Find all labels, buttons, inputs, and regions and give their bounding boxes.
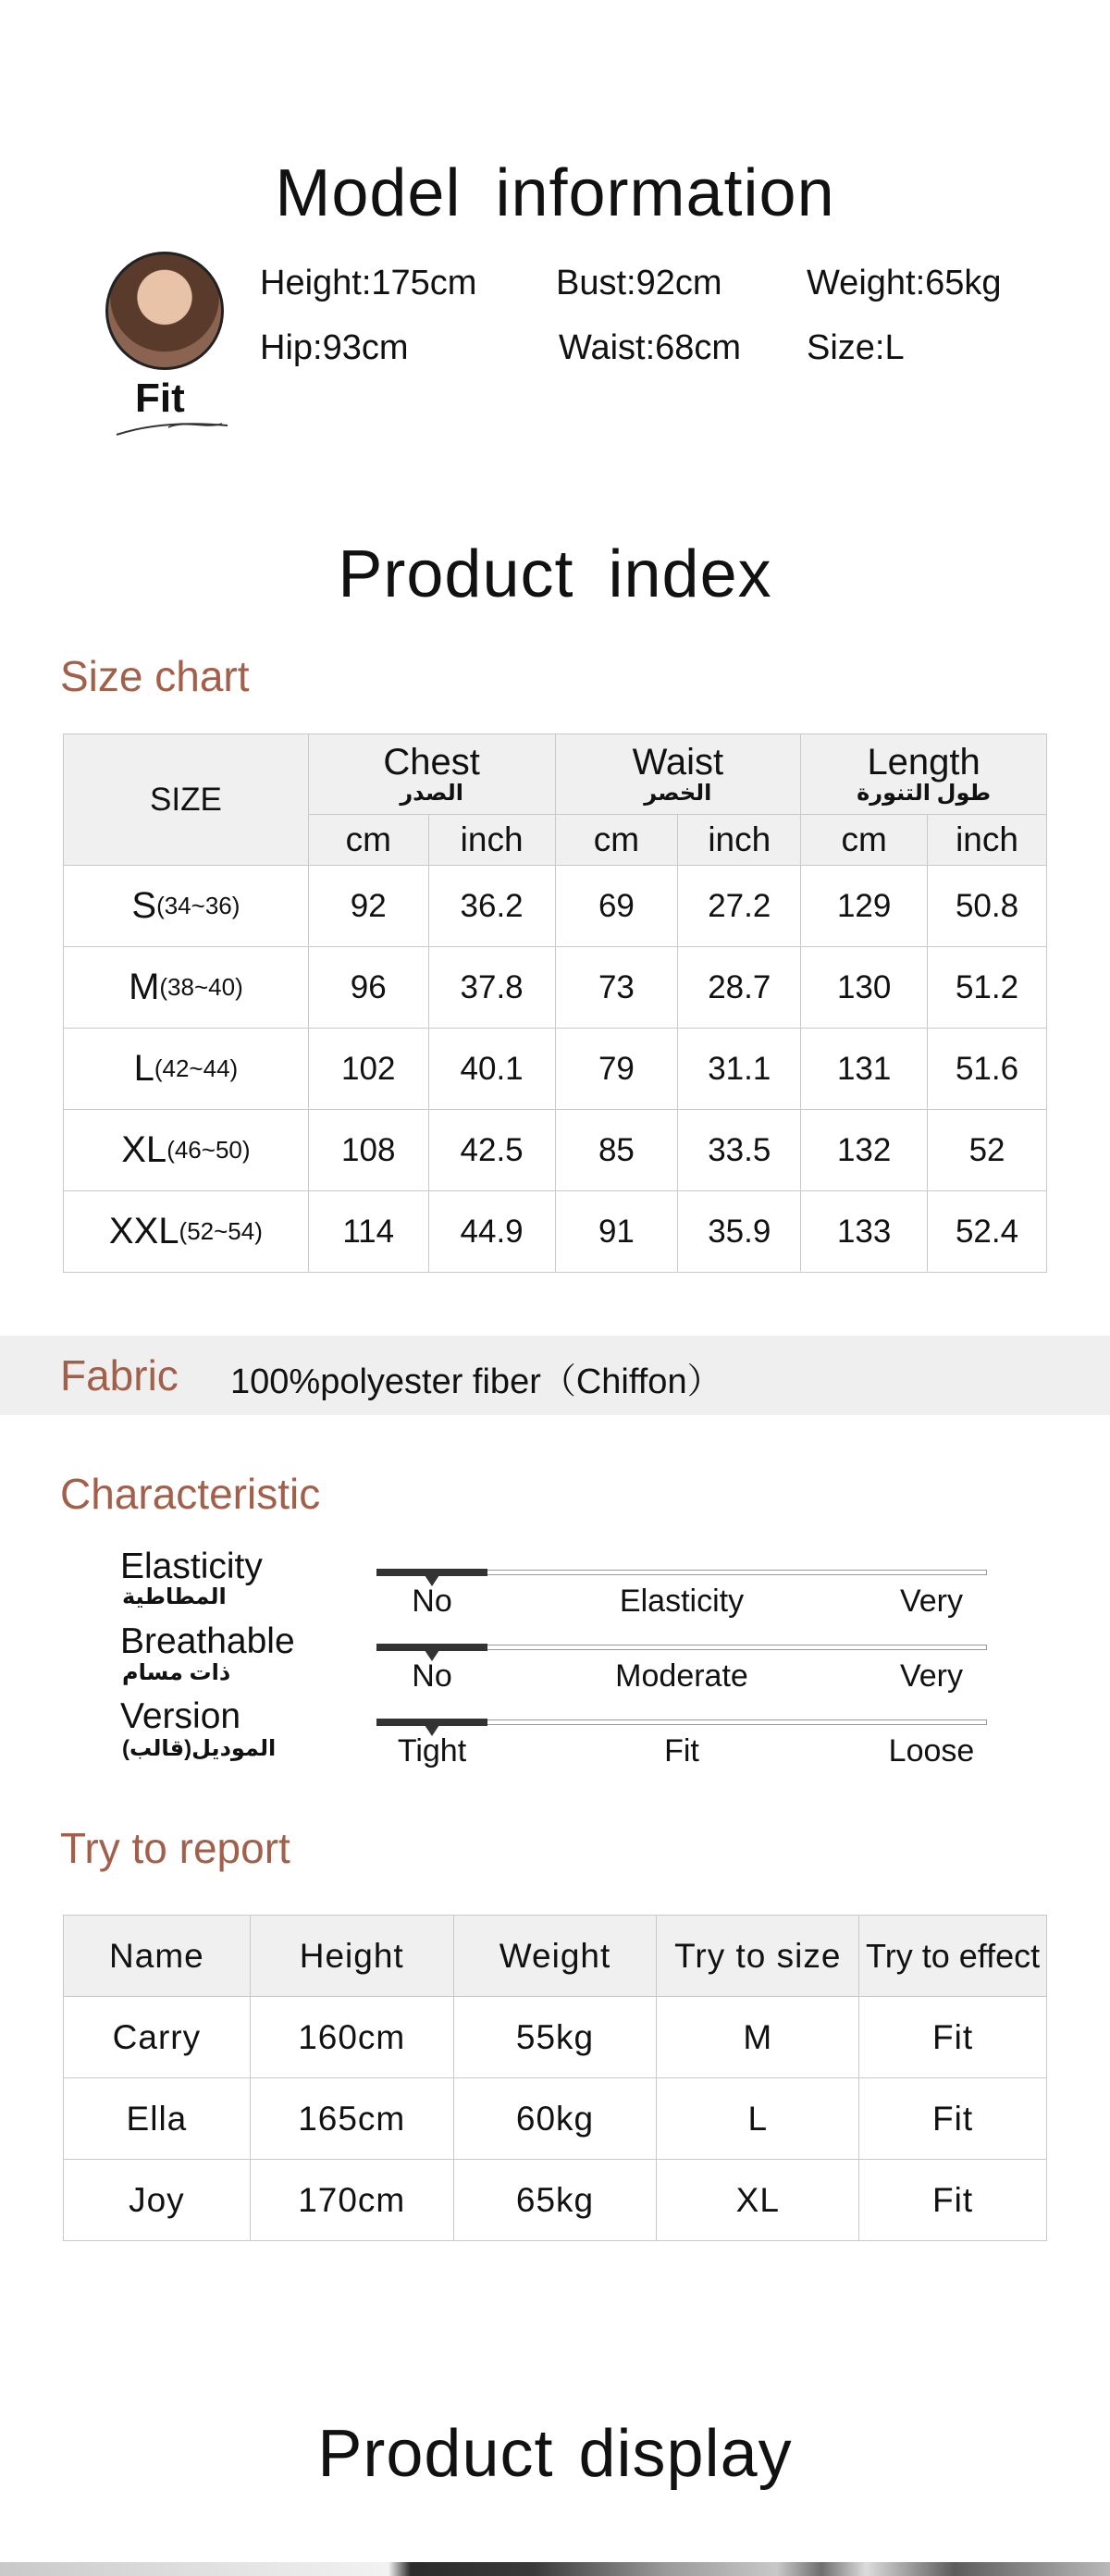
chest-cm-cell: 114 — [308, 1191, 428, 1273]
size-range: (46~50) — [166, 1136, 251, 1164]
elasticity-high-label: Very — [899, 1584, 964, 1619]
waist-inch-cell: 27.2 — [678, 866, 801, 947]
table-row — [64, 1029, 1047, 1110]
height-header: Height — [250, 1916, 453, 1997]
length-cm-cell: 133 — [801, 1191, 928, 1273]
waist-inch-header: inch — [678, 815, 801, 866]
elasticity-mid-label: Elasticity — [619, 1584, 745, 1619]
try-size-cell: XL — [657, 2160, 859, 2241]
version-low-label: Tight — [397, 1733, 467, 1769]
length-inch-header: inch — [928, 815, 1047, 866]
height-cell: 160cm — [250, 1997, 453, 2078]
model-bust: Bust:92cm — [556, 264, 722, 302]
waist-cm-cell: 91 — [555, 1191, 678, 1273]
breathable-high-label: Very — [899, 1658, 964, 1694]
waist-header — [555, 734, 801, 815]
size-header: SIZE — [64, 734, 309, 866]
name-header: Name — [64, 1916, 251, 1997]
waist-cm-header: cm — [555, 815, 678, 866]
chest-cm-cell: 102 — [308, 1029, 428, 1110]
size-cell — [64, 1029, 309, 1110]
length-cm-cell: 130 — [801, 947, 928, 1029]
try-effect-cell: Fit — [859, 2160, 1047, 2241]
size-cell — [64, 1191, 309, 1273]
try-size-header: Try to size — [657, 1916, 859, 1997]
chest-header-label: Chest — [383, 742, 480, 783]
height-cell: 170cm — [250, 2160, 453, 2241]
weight-cell: 55kg — [453, 1997, 657, 2078]
breathable-label-arabic: ذات مسام — [122, 1660, 231, 1685]
waist-cm-cell: 73 — [555, 947, 678, 1029]
length-inch-cell: 52 — [928, 1110, 1047, 1191]
length-cm-cell: 132 — [801, 1110, 928, 1191]
elasticity-label: Elasticity — [120, 1547, 263, 1586]
fit-logo-swoosh-icon — [113, 414, 231, 438]
height-cell: 165cm — [250, 2078, 453, 2160]
version-mid-label: Fit — [664, 1733, 699, 1769]
chest-cm-header: cm — [308, 815, 428, 866]
model-weight: Weight:65kg — [807, 264, 1002, 302]
chest-inch-cell: 36.2 — [428, 866, 555, 947]
try-size-cell: M — [657, 1997, 859, 2078]
size-label: S — [131, 885, 157, 926]
weight-cell: 65kg — [453, 2160, 657, 2241]
waist-cm-cell: 69 — [555, 866, 678, 947]
fabric-label: Fabric — [60, 1351, 179, 1399]
chest-header-arabic: الصدر — [400, 781, 463, 806]
waist-cm-cell: 85 — [555, 1110, 678, 1191]
length-inch-cell: 51.6 — [928, 1029, 1047, 1110]
weight-cell: 60kg — [453, 2078, 657, 2160]
name-cell: Ella — [64, 2078, 251, 2160]
chest-cm-cell: 96 — [308, 947, 428, 1029]
waist-cm-cell: 79 — [555, 1029, 678, 1110]
length-cm-cell: 129 — [801, 866, 928, 947]
table-row — [64, 866, 1047, 947]
size-cell — [64, 866, 309, 947]
length-inch-cell: 50.8 — [928, 866, 1047, 947]
elasticity-label-arabic: المطاطية — [122, 1584, 227, 1609]
table-row — [64, 1997, 1047, 2078]
table-row — [64, 2078, 1047, 2160]
size-range: (42~44) — [154, 1054, 239, 1082]
size-cell — [64, 1110, 309, 1191]
model-avatar — [105, 252, 224, 370]
breathable-label: Breathable — [120, 1621, 295, 1661]
version-high-label: Loose — [888, 1733, 975, 1769]
waist-inch-cell: 35.9 — [678, 1191, 801, 1273]
size-label: L — [133, 1048, 154, 1089]
length-header — [801, 734, 1047, 815]
waist-header-label: Waist — [632, 742, 724, 783]
chest-inch-cell: 42.5 — [428, 1110, 555, 1191]
size-label: M — [129, 967, 160, 1007]
product-index-title: Product index — [338, 537, 772, 611]
product-photo-strip — [0, 2562, 1110, 2576]
length-cm-cell: 131 — [801, 1029, 928, 1110]
breathable-low-label: No — [412, 1658, 452, 1694]
try-effect-cell: Fit — [859, 1997, 1047, 2078]
size-chart-table — [63, 733, 1047, 1273]
try-report-table — [63, 1915, 1047, 2241]
fabric-value: 100%polyester fiber（Chiffon） — [230, 1362, 722, 1401]
waist-inch-cell: 28.7 — [678, 947, 801, 1029]
version-label-arabic: (الموديل(قالب — [122, 1736, 277, 1761]
size-range: (38~40) — [159, 973, 243, 1001]
model-information-title: Model information — [275, 156, 835, 230]
model-height: Height:175cm — [260, 264, 477, 302]
chest-cm-cell: 108 — [308, 1110, 428, 1191]
chest-inch-header: inch — [428, 815, 555, 866]
length-header-label: Length — [867, 742, 980, 783]
chest-header — [308, 734, 555, 815]
name-cell: Carry — [64, 1997, 251, 2078]
size-cell — [64, 947, 309, 1029]
try-effect-header: Try to effect — [859, 1916, 1047, 1997]
size-range: (52~54) — [179, 1217, 263, 1245]
table-row — [64, 947, 1047, 1029]
size-label: XL — [121, 1129, 167, 1170]
model-size: Size:L — [807, 328, 905, 367]
waist-header-arabic: الخصر — [644, 781, 712, 806]
chest-inch-cell: 37.8 — [428, 947, 555, 1029]
length-inch-cell: 52.4 — [928, 1191, 1047, 1273]
chest-inch-cell: 44.9 — [428, 1191, 555, 1273]
table-row — [64, 1110, 1047, 1191]
characteristic-title: Characteristic — [60, 1470, 321, 1518]
length-header-arabic: طول التنورة — [857, 781, 992, 806]
version-label: Version — [120, 1696, 241, 1736]
try-report-title: Try to report — [60, 1824, 290, 1872]
chest-cm-cell: 92 — [308, 866, 428, 947]
breathable-mid-label: Moderate — [615, 1658, 748, 1694]
product-display-title: Product display — [317, 2417, 793, 2491]
size-label: XXL — [108, 1211, 179, 1251]
weight-header: Weight — [453, 1916, 657, 1997]
size-chart-title: Size chart — [60, 652, 250, 700]
chest-inch-cell: 40.1 — [428, 1029, 555, 1110]
elasticity-low-label: No — [412, 1584, 452, 1619]
try-effect-cell: Fit — [859, 2078, 1047, 2160]
name-cell: Joy — [64, 2160, 251, 2241]
model-waist: Waist:68cm — [559, 328, 742, 367]
table-row — [64, 2160, 1047, 2241]
waist-inch-cell: 33.5 — [678, 1110, 801, 1191]
model-hip: Hip:93cm — [260, 328, 409, 367]
waist-inch-cell: 31.1 — [678, 1029, 801, 1110]
fit-logo: Fit — [135, 376, 185, 421]
length-inch-cell: 51.2 — [928, 947, 1047, 1029]
size-range: (34~36) — [156, 892, 240, 919]
length-cm-header: cm — [801, 815, 928, 866]
try-size-cell: L — [657, 2078, 859, 2160]
table-row — [64, 1191, 1047, 1273]
